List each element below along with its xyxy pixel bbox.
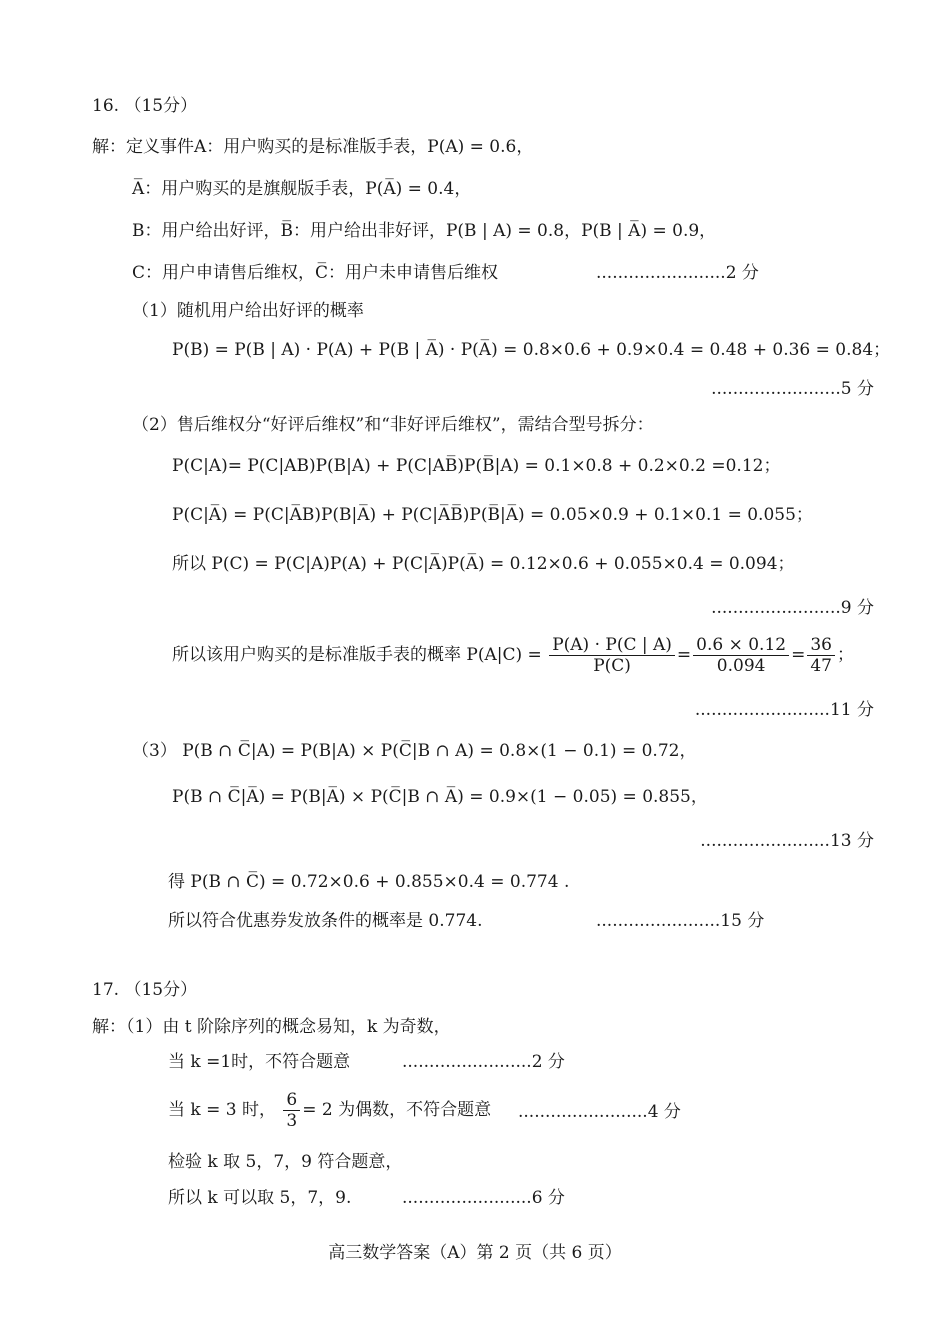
case-k3-label: 当 k = 3 时， — [168, 1100, 276, 1120]
q17-case-k3 — [168, 1090, 491, 1131]
q17-conclusion: 所以 k 可以取 5，7，9. — [168, 1188, 352, 1208]
fraction-numeric-numerator: 0.6 × 0.12 — [693, 635, 789, 656]
fraction-numeric — [693, 635, 789, 676]
score-11: .........................11 分 — [694, 700, 874, 720]
prob-label: 所以该用户购买的是标准版手表的概率 P(A|C) = — [172, 645, 542, 665]
score-2: ........................2 分 — [596, 263, 759, 283]
q16-part3-eq1: （3） P(B ∩ C̅|A) = P(B|A) × P(C̅|B ∩ A) = 0.8×(1 − 0.1) = 0.72， — [132, 741, 697, 761]
q16-part3-eq2: P(B ∩ C̅|A̅) = P(B|A̅) × P(C̅|B ∩ A̅) = 0.9×(1 − 0.05) = 0.855， — [172, 787, 708, 807]
fraction-bayes-denominator: P(C) — [593, 656, 631, 676]
score-15: .......................15 分 — [596, 911, 765, 931]
q16-part2-eq2: P(C|A̅) = P(C|A̅B)P(B|A̅) + P(C|A̅B̅)P(B̅|A̅) = 0.05×0.9 + 0.1×0.1 = 0.055； — [172, 505, 813, 525]
fraction-six-thirds-numerator: 6 — [283, 1090, 300, 1111]
q17-score-6: ........................6 分 — [402, 1188, 565, 1208]
q16-def-b: B：用户给出好评，B̅：用户给出非好评，P(B | A) = 0.8，P(B | A̅) = 0.9， — [132, 221, 717, 241]
page-footer: 高三数学答案（A）第 2 页（共 6 页） — [328, 1243, 622, 1263]
fraction-result — [807, 635, 835, 676]
q16-part2-title: （2）售后维权分“好评后维权”和“非好评后维权”，需结合型号拆分： — [132, 415, 654, 435]
q16-conclusion: 所以符合优惠券发放条件的概率是 0.774. — [168, 911, 483, 931]
fraction-six-thirds — [283, 1090, 300, 1131]
q16-def-c: C：用户申请售后维权，C̅：用户未申请售后维权 — [132, 263, 499, 283]
fraction-result-numerator: 36 — [807, 635, 835, 656]
fraction-result-denominator: 47 — [810, 656, 832, 676]
fraction-bayes — [549, 635, 675, 676]
q17-verify: 检验 k 取 5，7，9 符合题意， — [168, 1152, 403, 1172]
q16-def-not-a: A̅：用户购买的是旗舰版手表，P(A̅) = 0.4， — [132, 179, 472, 199]
q16-def-a: 解：定义事件A：用户购买的是标准版手表，P(A) = 0.6， — [92, 137, 534, 157]
q16-header: 16. （15分） — [92, 96, 198, 116]
fraction-six-thirds-denominator: 3 — [286, 1111, 298, 1131]
q16-part1-equation: P(B) = P(B | A) · P(A) + P(B | A̅) · P(A̅) = 0.8×0.6 + 0.9×0.4 = 0.48 + 0.36 = 0.84； — [172, 340, 891, 360]
fraction-bayes-numerator: P(A) · P(C | A) — [549, 635, 675, 656]
fraction-numeric-denominator: 0.094 — [716, 656, 766, 676]
score-5: ........................5 分 — [711, 379, 874, 399]
q17-score-4: ........................4 分 — [518, 1102, 681, 1122]
q17-header: 17. （15分） — [92, 980, 198, 1000]
score-13: ........................13 分 — [700, 831, 874, 851]
q16-part2-probability: 所以该用户购买的是标准版手表的概率 P(A|C) = $\frac{P(A) \cdot P(C | A)}{P(C)}$ = $\frac{0.6 \times 0.12}{0.094}$ = $\frac{36}{47}$ ； — [172, 635, 854, 676]
q16-part2-eq3: 所以 P(C) = P(C|A)P(A) + P(C|A̅)P(A̅) = 0.12×0.6 + 0.055×0.4 = 0.094； — [172, 554, 795, 574]
q16-part3-eq3: 得 P(B ∩ C̅) = 0.72×0.6 + 0.855×0.4 = 0.774 . — [168, 872, 570, 892]
score-9: ........................9 分 — [711, 598, 874, 618]
q17-score-2: ........................2 分 — [402, 1052, 565, 1072]
q16-part1-title: （1）随机用户给出好评的概率 — [132, 301, 364, 321]
q16-part2-eq1: P(C|A)= P(C|AB)P(B|A) + P(C|AB̅)P(B̅|A) = 0.1×0.8 + 0.2×0.2 =0.12； — [172, 456, 781, 476]
prob-end: ； — [837, 645, 854, 665]
case-k3-result: = 2 为偶数，不符合题意 — [302, 1100, 492, 1120]
q17-intro: 解：（1）由 t 阶除序列的概念易知，k 为奇数， — [92, 1017, 451, 1037]
q17-case-k1: 当 k =1时，不符合题意 — [168, 1052, 351, 1072]
